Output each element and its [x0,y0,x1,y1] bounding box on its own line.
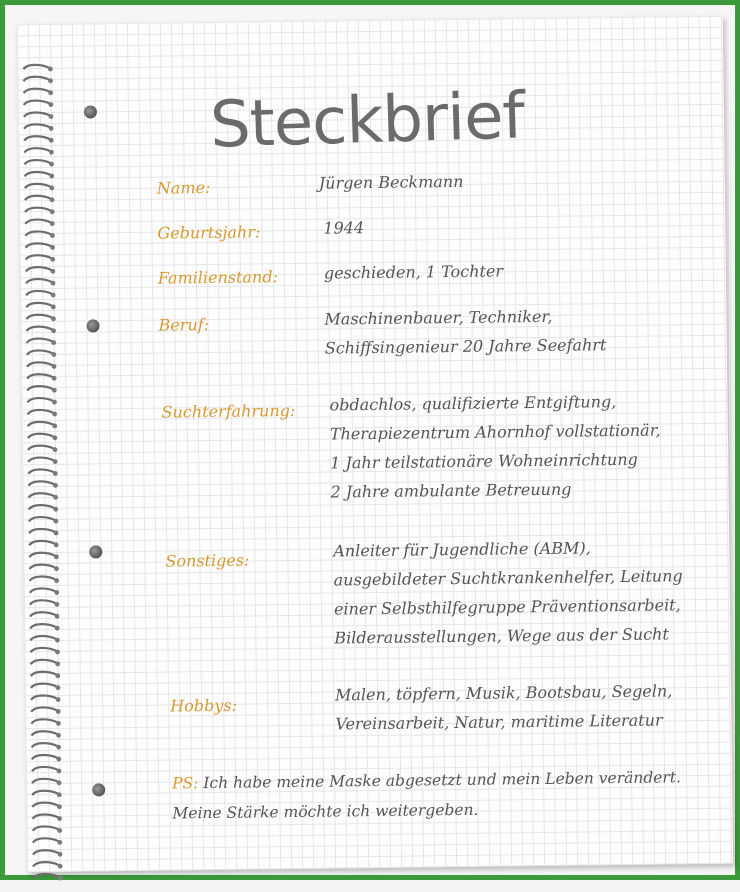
field-value-name: Jürgen Beckmann [318,171,464,193]
spiral-coil [27,374,53,379]
spiral-coil [30,600,56,605]
spiral-coil [27,338,53,343]
spiral-coil [30,648,56,653]
field-label-name: Name: [156,177,211,198]
spiral-coil [30,624,56,629]
spiral-coil [25,219,51,224]
field-value-birthyear: 1944 [323,218,365,238]
field-value-other: Anleiter für Jugendliche (ABM), ausgebildeter Suchtkrankenhelfer, Leitung einer Selbsthilfegruppe Präventionsarbeit, Bilderausstellungen, Wege aus der Sucht [333,538,683,648]
spiral-coils [19,60,69,888]
spiral-coil [25,184,51,189]
spiral-coil [23,77,49,82]
spiral-coil [33,874,59,879]
spiral-coil [33,838,59,843]
spiral-coil [27,326,53,331]
spiral-coil [27,362,53,367]
spiral-coil [31,660,57,665]
spiral-coil [27,386,53,391]
spiral-coil [32,767,58,772]
punch-hole [92,783,105,796]
spiral-coil [26,255,52,260]
spiral-coil [33,826,59,831]
spiral-coil [30,576,56,581]
punch-hole [84,105,97,118]
page-title: Steckbrief [209,79,526,163]
spiral-coil [28,457,54,462]
spiral-coil [31,695,57,700]
postscript-line-2: Meine Stärke möchte ich weitergeben. [172,800,479,823]
spiral-coil [26,279,52,284]
field-label-birthyear: Geburtsjahr: [157,222,261,243]
spiral-coil [26,267,52,272]
spiral-coil [32,779,58,784]
spiral-coil [24,112,50,117]
spiral-coil [28,445,54,450]
spiral-coil [32,802,58,807]
spiral-coil [29,493,55,498]
spiral-coil [27,398,53,403]
spiral-coil [31,731,57,736]
spiral-coil [24,148,50,153]
spiral-coil [29,505,55,510]
spiral-coil [31,683,57,688]
field-label-hobbies: Hobbys: [170,695,238,716]
spiral-coil [26,291,52,296]
spiral-coil [29,553,55,558]
postscript-label: PS: [172,774,199,793]
spiral-coil [26,243,52,248]
spiral-coil [26,315,52,320]
field-label-marital-status: Familienstand: [157,267,279,288]
field-value-marital-status: geschieden, 1 Tochter [323,261,504,283]
field-value-addiction-experience: obdachlos, qualifizierte Entgiftung, Therapiezentrum Ahornhof vollstationär, 1 Jahr teilstationäre Wohneinrichtung 2 Jahre ambulante Betreuung [329,392,661,502]
spiral-coil [24,124,50,129]
notebook-page [17,16,733,873]
spiral-coil [26,303,52,308]
spiral-coil [33,850,59,855]
spiral-coil [30,588,56,593]
field-value-hobbies: Malen, töpfern, Musik, Bootsbau, Segeln, Vereinsarbeit, Natur, maritime Literatur [334,681,673,734]
spiral-coil [32,791,58,796]
spiral-coil [31,707,57,712]
postscript-line-1: Ich habe meine Maske abgesetzt und mein Leben verändert. [203,768,682,793]
field-value-profession: Maschinenbauer, Techniker, Schiffsingenieur 20 Jahre Seefahrt [324,306,607,358]
spiral-coil [24,88,50,93]
field-label-profession: Beruf: [158,315,210,335]
spiral-coil [29,529,55,534]
spiral-coil [25,160,51,165]
spiral-coil [24,100,50,105]
spiral-coil [27,350,53,355]
spiral-coil [28,434,54,439]
spiral-coil [28,422,54,427]
punch-hole [86,319,99,332]
spiral-coil [31,719,57,724]
spiral-coil [25,196,51,201]
postscript [172,762,682,828]
spiral-coil [32,743,58,748]
spiral-coil [30,612,56,617]
spiral-coil [25,172,51,177]
spiral-coil [29,517,55,522]
field-label-other: Sonstiges: [165,550,250,571]
spiral-coil [23,65,49,70]
punch-hole [89,545,102,558]
spiral-coil [33,814,59,819]
spiral-coil [28,469,54,474]
spiral-coil [33,862,59,867]
spiral-coil [29,564,55,569]
spiral-coil [32,755,58,760]
spiral-coil [25,207,51,212]
field-label-addiction-experience: Suchterfahrung: [161,400,296,422]
spiral-coil [28,481,54,486]
spiral-binding [19,60,69,888]
spiral-coil [29,541,55,546]
spiral-coil [28,410,54,415]
spiral-coil [24,136,50,141]
spiral-coil [25,231,51,236]
spiral-coil [30,636,56,641]
spiral-coil [31,672,57,677]
